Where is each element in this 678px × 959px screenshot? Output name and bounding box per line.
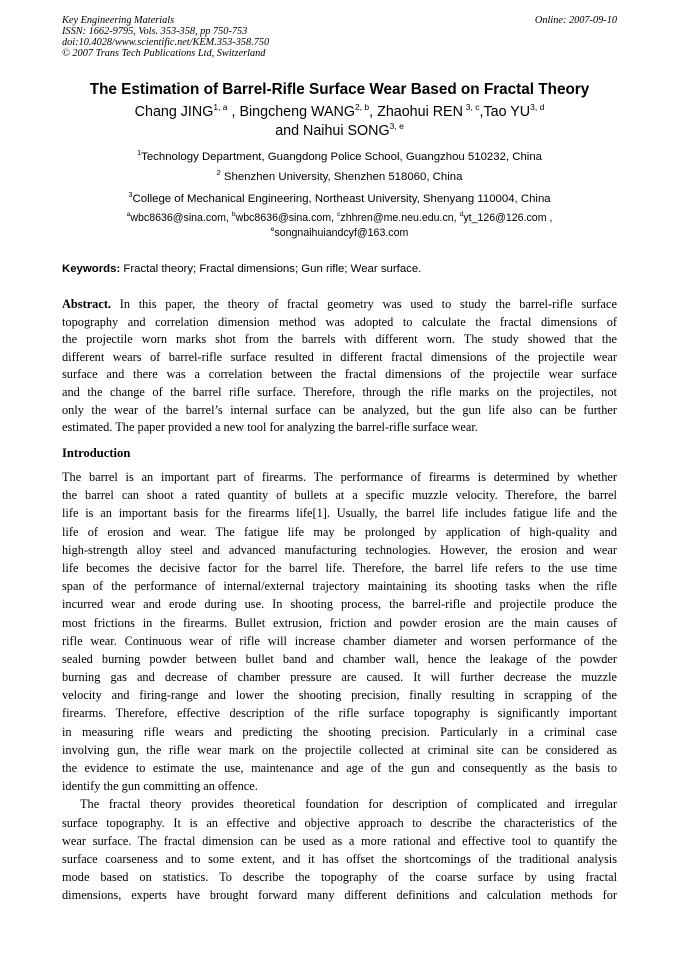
online-date: Online: 2007-09-10 — [534, 15, 617, 26]
paragraph-line: span of the performance of internal/external trajectory maintaining its shooting tasks when the rifle — [62, 579, 617, 594]
email-line-1 — [62, 211, 617, 226]
journal-issn: ISSN: 1662-9795, Vols. 353-358, pp 750-753 — [62, 26, 248, 37]
journal-doi: doi:10.4028/www.scientific.net/KEM.353-358.750 — [62, 37, 270, 48]
paragraph-line: identify the gun committing an offence. — [62, 779, 258, 794]
paragraph-line: rifle wear. Continuous wear of rifle will increase chamber diameter and worsen performance of the — [62, 633, 617, 648]
paragraph-line: life is an important basis for the firearms life[1]. Usually, the barrel life includes fatigue life and the — [62, 506, 617, 521]
paragraph-line: surface topography. It is an effective and objective approach to describe the characteristics of the — [62, 815, 617, 830]
abstract-line — [62, 296, 617, 314]
abstract-line: surface and there was a correlation between the fractal dimensions of the projectile wear surface — [62, 367, 617, 382]
author-sup: 2, b — [354, 102, 370, 112]
email-link[interactable]: yt_126@126.com , — [463, 212, 553, 224]
paragraph-line: involving gun, the rifle wear mark on the projectile collected at criminal site can be considered as — [62, 742, 617, 757]
email-sup: e — [270, 226, 275, 233]
affiliation-text: Shenzhen University, Shenzhen 518060, China — [220, 171, 463, 183]
affiliation-sup: 1 — [136, 148, 142, 157]
abstract — [62, 296, 617, 437]
author-name: Naihui SONG — [303, 123, 390, 139]
abstract-label: Abstract. — [62, 297, 112, 311]
paper-title: The Estimation of Barrel-Rifle Surface Wear Based on Fractal Theory — [89, 81, 590, 98]
keywords-label: Keywords: — [62, 263, 121, 275]
author-line-2 — [62, 122, 617, 141]
abstract-line: and the change of the barrel rifle surface. Therefore, through the rifle marks on the projectiles, not — [62, 384, 617, 399]
abstract-line-text: In this paper, the theory of fractal geometry was used to study the barrel-rifle surface — [111, 297, 617, 311]
keywords — [62, 262, 617, 276]
author-separator: , — [479, 104, 484, 120]
affiliation-1 — [62, 150, 617, 164]
author-sup: 3, c — [465, 102, 480, 112]
email-link[interactable]: songnaihuiandcyf@163.com — [274, 227, 409, 239]
abstract-line: only the wear of the barrel’s internal surface can be analyzed, but the gun life also can be further — [62, 402, 617, 417]
author-sup: 3, d — [530, 102, 545, 112]
author-line-1 — [62, 103, 617, 122]
affiliation-sup: 3 — [128, 190, 133, 199]
abstract-line: estimated. The paper provided a new tool for analyzing the barrel-rifle surface wear. — [62, 420, 478, 435]
introduction-body — [62, 468, 617, 905]
paragraph-line: The fractal theory provides theoretical foundation for description of complicated and irregular — [80, 797, 617, 812]
journal-header — [62, 15, 617, 59]
paragraph-line: surface coarseness and to some extent, and it has offset the shortcomings of the traditional analysis — [62, 851, 617, 866]
author-name: Tao YU — [483, 104, 531, 120]
email-sup: b — [231, 211, 236, 218]
paragraph-line: dimensions, experts have brought forward many different definitions and calculation methods for — [62, 888, 617, 903]
email-link[interactable]: zhhren@me.neu.edu.cn, — [340, 212, 460, 224]
journal-copyright: © 2007 Trans Tech Publications Ltd, Switzerland — [62, 48, 266, 59]
paragraph-line: burning gas and decrease of chamber pressure are caused. It will further decrease the muzzle — [62, 670, 617, 685]
author-name: Bingcheng WANG — [239, 104, 355, 120]
affiliation-3 — [62, 192, 617, 206]
journal-info — [62, 15, 617, 59]
paragraph-line: most frictions in the firearms. Bullet extrusion, friction and powder erosion are the main causes of — [62, 615, 617, 630]
abstract-line: different wears of barrel-rifle surface resulted in different fractal dimensions of the projectile wear — [62, 349, 617, 364]
author-name: Zhaohui REN — [377, 104, 463, 120]
paragraph-line: sealed burning powder between bullet band and chamber wall, hence the leakage of the powder — [62, 651, 617, 666]
author-separator: , — [227, 104, 240, 120]
author-list — [62, 103, 617, 141]
email-line-2 — [62, 226, 617, 241]
affiliation-sup: 2 — [216, 168, 221, 177]
paragraph-line: wear surface. The fractal dimension can be used as a more rational and effective tool to quantify the — [62, 833, 617, 848]
abstract-line: the projectile worn marks shot from the barrels with different worn. The study showed that the — [62, 332, 617, 347]
paragraph-line: the evidence to estimate the use, maintenance and age of the gun and consequently as the basis to — [62, 761, 617, 775]
author-sup: 3, e — [389, 121, 404, 131]
journal-name: Key Engineering Materials — [62, 15, 175, 26]
paragraph-line: the barrel can shoot a rated quantity of bullets at a specific muzzle velocity. Therefore, the barrel — [62, 488, 617, 503]
author-name: Chang JING — [134, 104, 214, 120]
paragraph-line: life becomes the decisive factor for the barrel life. Therefore, the barrel life refers to the use time — [62, 560, 617, 575]
email-sup: c — [337, 211, 341, 218]
paragraph-line: in measuring rifle wears and predicting the shooting precision. Particularly in a criminal case — [62, 724, 617, 739]
email-sup: d — [459, 211, 464, 218]
paragraph-line: incurred wear and erode during use. In shooting process, the barrel-rifle and projectile produce the — [62, 597, 617, 612]
email-link[interactable]: wbc8636@sina.com, — [235, 212, 338, 224]
paragraph-line: mode based on statistics. To describe the topography of the coarse surface by using fractal — [62, 870, 617, 885]
affiliation-text: Technology Department, Guangdong Police School, Guangzhou 510232, China — [141, 151, 543, 163]
keywords-text: Fractal theory; Fractal dimensions; Gun rifle; Wear surface. — [120, 263, 422, 275]
email-link[interactable]: wbc8636@sina.com, — [130, 212, 232, 224]
affiliation-text: College of Mechanical Engineering, Northeast University, Shenyang 110004, China — [132, 193, 551, 205]
author-sup: 1, a — [213, 102, 228, 112]
affiliation-2 — [62, 170, 617, 184]
paragraph-line: firearms. Therefore, effective description of the rifle surface topography is significantly important — [62, 706, 617, 721]
paragraph-line: The barrel is an important part of firearms. The performance of firearms is determined by whether — [62, 470, 617, 484]
author-and: and — [275, 123, 304, 139]
section-heading: Introduction — [62, 446, 131, 460]
email-list — [62, 211, 617, 241]
email-sup: a — [126, 211, 131, 218]
paragraph-line: high-strength alloy steel and advanced manufacturing technologies. However, the erosion and wear — [62, 542, 617, 557]
paragraph-line: velocity and firing-range and lower the shooting precision, finally resulting in scrapping of the — [62, 688, 617, 703]
paragraph-line: life of erosion and wear. The fatigue life may be prolonged by application of high-quality and — [62, 524, 617, 539]
abstract-line: topography and correlation dimension method was adopted to calculate the fractal dimensions of — [62, 314, 617, 329]
author-separator: , — [369, 104, 378, 120]
